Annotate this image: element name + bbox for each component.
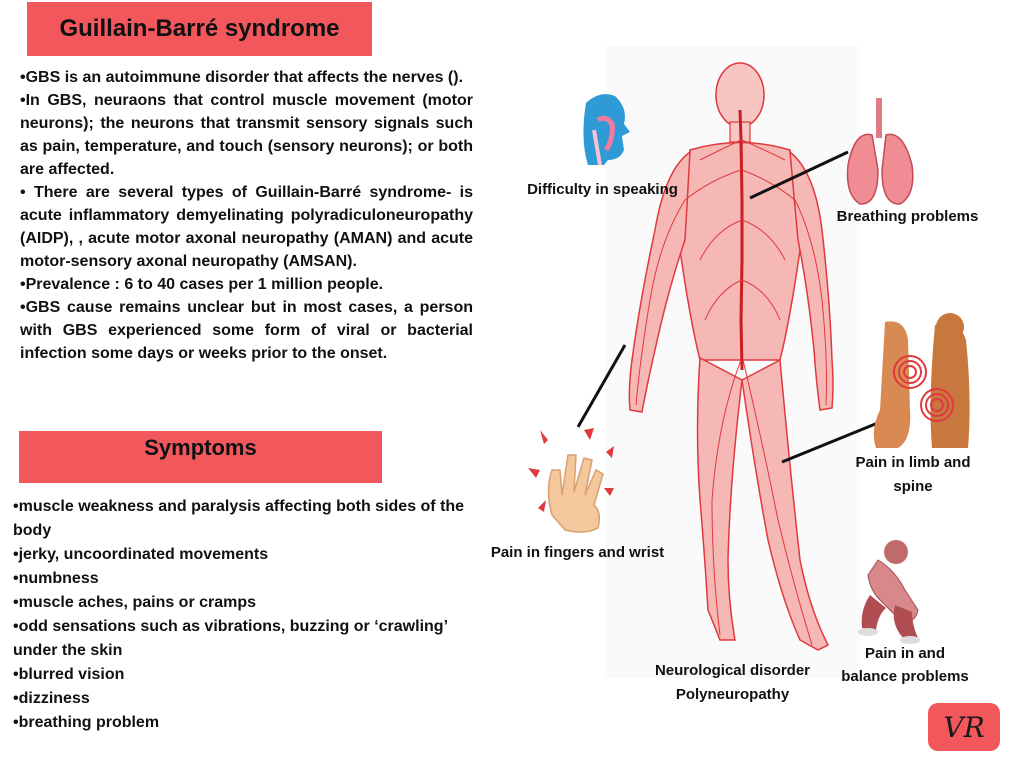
page-title: Guillain-Barré syndrome bbox=[59, 15, 340, 42]
label-neuro-line1: Neurological disorder bbox=[654, 662, 811, 679]
hand-pain-icon bbox=[528, 428, 614, 532]
label-limb-spine-line2: spine bbox=[893, 478, 933, 495]
label-balance-line2: balance problems bbox=[841, 668, 969, 685]
limb-spine-pain-icon bbox=[874, 313, 970, 448]
vr-logo-text: VR bbox=[943, 710, 985, 744]
label-balance-line1: Pain in and bbox=[864, 645, 945, 662]
intro-paragraph: •In GBS, neuraons that control muscle movement (motor neurons); the neurons that transmit sensory signals such as pain, temperature, and touch (sensory neurons); or both are affected. bbox=[20, 92, 473, 178]
symptom-item: •dizziness bbox=[13, 690, 90, 707]
vr-logo-badge bbox=[928, 703, 1000, 751]
symptoms-heading: Symptoms bbox=[144, 435, 257, 460]
intro-paragraph: • There are several types of Guillain-Barré syndrome- is acute inflammatory demyelinating polyradiculoneuropathy (AIDP), , acute motor axonal neuropathy (AMAN) and acute motor-sensory axonal neuropathy (AMSAN). bbox=[20, 184, 473, 270]
symptom-item: •numbness bbox=[13, 570, 99, 587]
symptom-item: •odd sensations such as vibrations, buzzing or ‘crawling’ under the skin bbox=[13, 618, 448, 659]
label-fingers: Pain in fingers and wrist bbox=[490, 544, 665, 561]
symptom-item: •muscle weakness and paralysis affecting both sides of the body bbox=[13, 498, 465, 539]
label-neuro-line2: Polyneuropathy bbox=[675, 686, 790, 703]
label-speaking: Difficulty in speaking bbox=[527, 181, 678, 198]
symptom-item: •blurred vision bbox=[13, 666, 125, 683]
symptom-item: •jerky, uncoordinated movements bbox=[13, 546, 269, 563]
person-balance-icon bbox=[858, 540, 920, 644]
intro-paragraph: •GBS cause remains unclear but in most cases, a person with GBS experienced some form of viral or bacterial infection some days or weeks prior to the onset. bbox=[20, 299, 473, 362]
label-breathing: Breathing problems bbox=[836, 208, 979, 225]
intro-paragraph: •Prevalence : 6 to 40 cases per 1 million people. bbox=[20, 276, 384, 293]
head-airway-icon bbox=[583, 94, 630, 165]
intro-paragraph: •GBS is an autoimmune disorder that affects the nerves (). bbox=[20, 69, 464, 86]
label-limb-spine-line1: Pain in limb and bbox=[855, 454, 971, 471]
lungs-icon bbox=[848, 98, 913, 204]
symptom-item: •muscle aches, pains or cramps bbox=[13, 594, 257, 611]
symptom-item: •breathing problem bbox=[13, 714, 160, 731]
